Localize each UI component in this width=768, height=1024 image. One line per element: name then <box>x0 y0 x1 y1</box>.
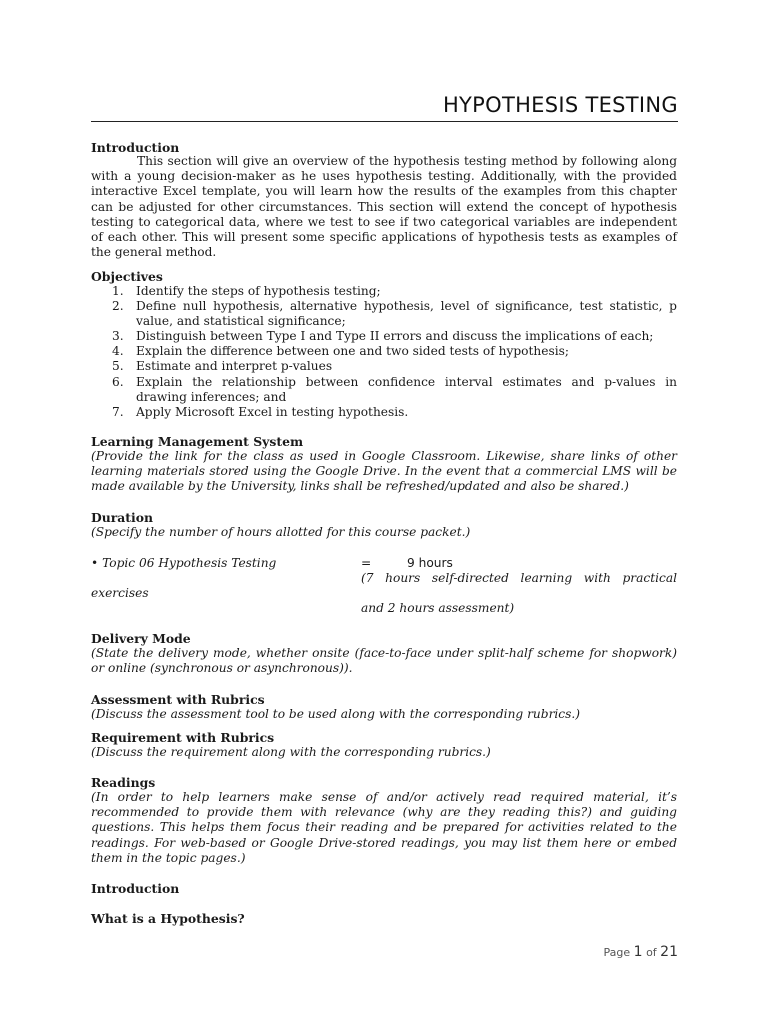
duration-equals: = <box>361 556 372 570</box>
duration-hours: 9 hours <box>407 556 453 570</box>
duration-note: (Specify the number of hours allotted for this course packet.) <box>91 525 471 539</box>
page-word: Page <box>603 946 631 959</box>
introduction-body: This section will give an overview of the hypothesis testing method by following along with a young decision-maker as he uses hypothesis testing. Additionally, with the provided interactive Excel template, you will learn how the results of the examples from this chapter can be adjusted for other circumstances. This section will extend the concept of hypothesis testing to categorical data, where we test to see if two categorical variables are independent of each other. This will present some specific applications of hypothesis tests as examples of the general method. <box>91 154 677 260</box>
objective-text: Identify the steps of hypothesis testing; <box>136 284 381 298</box>
lms-heading: Learning Management System <box>91 434 304 449</box>
duration-detail-line1: (7 hours self-directed learning with practical <box>361 571 677 585</box>
objective-text: Explain the relationship between confidence interval estimates and p-values in drawing inferences; and <box>136 374 677 404</box>
lms-body: (Provide the link for the class as used in Google Classroom. Likewise, share links of other learning materials stored using the Google Drive. In the event that a commercial LMS will be made available by the University, links shall be refreshed/updated and also be shared.) <box>91 449 677 494</box>
introduction-heading-2: Introduction <box>91 881 180 896</box>
page-number <box>604 944 679 960</box>
objective-item <box>91 405 677 420</box>
duration-detail-line3: and 2 hours assessment) <box>361 601 515 615</box>
introduction-heading: Introduction <box>91 140 180 155</box>
duration-heading: Duration <box>91 510 154 525</box>
objective-item <box>91 299 677 329</box>
page-total: 21 <box>660 944 678 960</box>
duration-topic: • Topic 06 Hypothesis Testing <box>91 556 277 570</box>
objective-number: 5. <box>112 359 124 374</box>
assessment-body: (Discuss the assessment tool to be used along with the corresponding rubrics.) <box>91 707 581 721</box>
delivery-body: (State the delivery mode, whether onsite (face-to-face under split-half scheme for shopwork) or online (synchronous or asynchronous)). <box>91 646 677 676</box>
of-word: of <box>646 946 657 959</box>
objectives-heading: Objectives <box>91 269 163 284</box>
document-title: HYPOTHESIS TESTING <box>442 93 678 117</box>
objective-item <box>91 344 677 359</box>
objective-item <box>91 329 677 344</box>
what-is-hypothesis-heading: What is a Hypothesis? <box>91 911 245 926</box>
title-underline <box>91 121 678 122</box>
assessment-heading: Assessment with Rubrics <box>91 692 265 707</box>
objectives-list <box>91 284 677 420</box>
objective-number: 2. <box>112 299 124 314</box>
objective-text: Explain the difference between one and two sided tests of hypothesis; <box>136 344 569 359</box>
objective-item <box>91 375 677 405</box>
requirement-heading: Requirement with Rubrics <box>91 730 275 745</box>
objective-text: Define null hypothesis, alternative hypothesis, level of significance, test statistic, p value, and statistical significance; <box>136 299 677 329</box>
objective-number: 7. <box>112 404 124 419</box>
objective-number: 4. <box>112 344 124 359</box>
readings-body: (In order to help learners make sense of and/or actively read required material, it’s recommended to provide them with relevance (why are they reading this?) and guiding questions. This helps them focus their reading and be prepared for activities related to the readings. For web-based or Google Drive-stored readings, you may list them here or embed them in the topic pages.) <box>91 790 677 865</box>
delivery-heading: Delivery Mode <box>91 631 191 646</box>
objective-item <box>91 359 677 374</box>
objective-number: 6. <box>112 374 124 389</box>
objective-text: Apply Microsoft Excel in testing hypothesis. <box>136 404 409 419</box>
objective-number: 3. <box>112 329 124 344</box>
duration-detail-line2: exercises <box>91 586 149 600</box>
objective-item <box>91 284 677 299</box>
requirement-body: (Discuss the requirement along with the corresponding rubrics.) <box>91 745 491 759</box>
objective-number: 1. <box>112 284 124 298</box>
page-current: 1 <box>633 944 643 960</box>
readings-heading: Readings <box>91 775 156 790</box>
objective-text: Estimate and interpret p-values <box>136 359 333 374</box>
objective-text: Distinguish between Type I and Type II errors and discuss the implications of each; <box>136 329 654 344</box>
